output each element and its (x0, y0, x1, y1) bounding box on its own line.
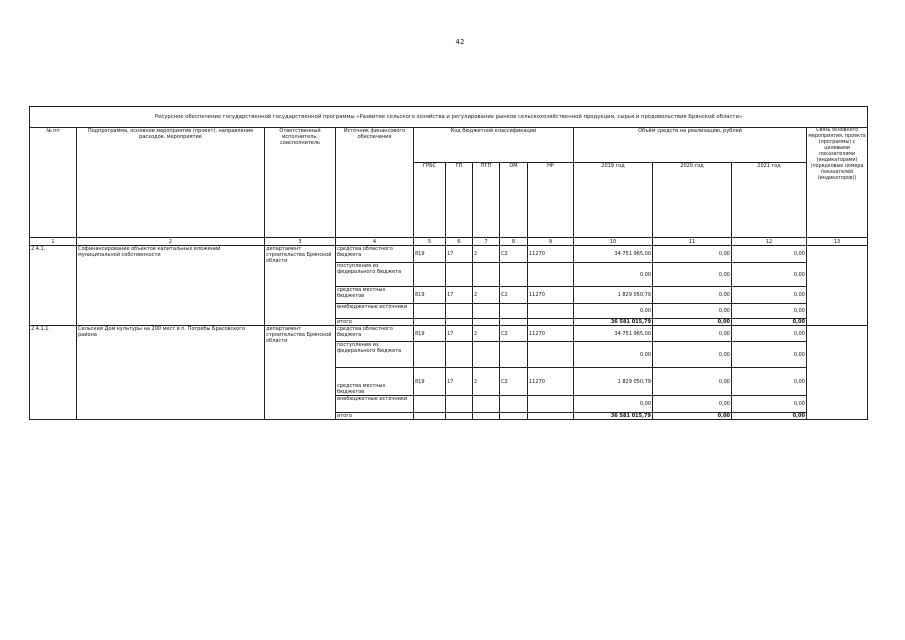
grbs-cell (414, 396, 446, 413)
header-2020: 2020 год (653, 163, 732, 238)
om-cell (500, 413, 528, 420)
pgp-cell (473, 304, 500, 319)
source-cell: внебюджетные источники (336, 304, 414, 319)
header-num: № пп (30, 128, 77, 238)
value-2020-cell: 0,00 (653, 263, 732, 287)
value-2019-cell: 0,00 (574, 304, 653, 319)
section-name: Сельский Дом культуры на 200 мест в п. Погребы Брасовского района (77, 326, 265, 420)
section-num: 2.4.1.1. (30, 326, 77, 420)
value-2021-cell: 0,00 (732, 326, 807, 342)
col-number: 3 (265, 238, 336, 246)
source-cell: средства областного бюджета (336, 326, 414, 342)
grbs-cell: 819 (414, 246, 446, 263)
grbs-cell (414, 263, 446, 287)
header-source: Источник финансового обеспечения (336, 128, 414, 238)
value-2019-cell: 0,00 (574, 396, 653, 413)
resource-table (29, 106, 868, 420)
col-number: 5 (414, 238, 446, 246)
value-2019-cell: 0,00 (574, 342, 653, 368)
col-number: 11 (653, 238, 732, 246)
total-2019-cell: 36 581 015,79 (574, 319, 653, 326)
nr-cell: 11270 (528, 326, 574, 342)
om-cell: С2 (500, 287, 528, 304)
value-2019-cell: 1 829 050,79 (574, 368, 653, 396)
gp-cell: 17 (446, 368, 473, 396)
om-cell: С2 (500, 368, 528, 396)
value-2021-cell: 0,00 (732, 396, 807, 413)
nr-cell: 11270 (528, 287, 574, 304)
gp-cell: 17 (446, 287, 473, 304)
header-link: Связь основного мероприятия, проекта (программы) с целевыми показателями (индикаторами) (порядковые номера показателей (индикаторов)) (807, 128, 868, 238)
source-cell: средства местных бюджетов (336, 287, 414, 304)
grbs-cell (414, 342, 446, 368)
header-volume: Объём средств на реализацию, рублей (574, 128, 807, 163)
header-executor: Ответственный исполнитель, соисполнитель (265, 128, 336, 238)
col-number: 4 (336, 238, 414, 246)
header-2021: 2021 год (732, 163, 807, 238)
source-cell: внебюджетные источники (336, 396, 414, 413)
col-number: 13 (807, 238, 868, 246)
pgp-cell (473, 413, 500, 420)
section-executor: департамент строительства Брянской области (265, 246, 336, 326)
pgp-cell (473, 396, 500, 413)
gp-cell (446, 263, 473, 287)
om-cell: С2 (500, 326, 528, 342)
col-number: 9 (528, 238, 574, 246)
nr-cell (528, 396, 574, 413)
grbs-cell: 819 (414, 368, 446, 396)
source-cell: поступления из федерального бюджета (336, 342, 414, 368)
value-2019-cell: 34 751 965,00 (574, 326, 653, 342)
value-2020-cell: 0,00 (653, 304, 732, 319)
source-total-cell: итого (336, 413, 414, 420)
header-budget-code: Код бюджетной классификации (414, 128, 574, 163)
grbs-cell (414, 319, 446, 326)
section-name: Софинансирование объектов капитальных вложений муниципальной собственности (77, 246, 265, 326)
total-2021-cell: 0,00 (732, 319, 807, 326)
nr-cell: 11270 (528, 368, 574, 396)
om-cell (500, 263, 528, 287)
value-2019-cell: 0,00 (574, 263, 653, 287)
gp-cell: 17 (446, 246, 473, 263)
section-num: 2.4.1. (30, 246, 77, 326)
value-2020-cell: 0,00 (653, 342, 732, 368)
value-2021-cell: 0,00 (732, 263, 807, 287)
total-2021-cell: 0,00 (732, 413, 807, 420)
header-subprogram: Подпрограмма, основное мероприятие (проект), направление расходов, мероприятие (77, 128, 265, 238)
value-2020-cell: 0,00 (653, 287, 732, 304)
value-2021-cell: 0,00 (732, 304, 807, 319)
om-cell: С2 (500, 246, 528, 263)
col-number: 12 (732, 238, 807, 246)
header-pgp: ПГП (473, 163, 500, 238)
pgp-cell: 2 (473, 326, 500, 342)
total-2020-cell: 0,00 (653, 413, 732, 420)
value-2019-cell: 1 829 050,79 (574, 287, 653, 304)
pgp-cell: 2 (473, 287, 500, 304)
grbs-cell (414, 304, 446, 319)
om-cell (500, 342, 528, 368)
gp-cell (446, 319, 473, 326)
col-number: 1 (30, 238, 77, 246)
link-cell (807, 326, 868, 420)
gp-cell: 17 (446, 326, 473, 342)
pgp-cell (473, 319, 500, 326)
om-cell (500, 396, 528, 413)
source-cell: поступления из федерального бюджета (336, 263, 414, 287)
col-number: 7 (473, 238, 500, 246)
value-2020-cell: 0,00 (653, 368, 732, 396)
nr-cell: 11270 (528, 246, 574, 263)
gp-cell (446, 396, 473, 413)
value-2021-cell: 0,00 (732, 342, 807, 368)
nr-cell (528, 263, 574, 287)
grbs-cell (414, 413, 446, 420)
pgp-cell (473, 342, 500, 368)
header-om: ОМ (500, 163, 528, 238)
om-cell (500, 304, 528, 319)
pgp-cell: 2 (473, 368, 500, 396)
source-cell: средства местных бюджетов (336, 368, 414, 396)
value-2020-cell: 0,00 (653, 326, 732, 342)
nr-cell (528, 304, 574, 319)
table-title: Ресурсное обеспечение государственной государственной программы «Развитие сельского хозяйства и регулирование рынков сельскохозяйственной продукции, сырья и продовольствия Брянской области» (30, 107, 868, 128)
grbs-cell: 819 (414, 326, 446, 342)
om-cell (500, 319, 528, 326)
header-gp: ГП (446, 163, 473, 238)
col-number: 10 (574, 238, 653, 246)
col-number: 2 (77, 238, 265, 246)
gp-cell (446, 304, 473, 319)
page-number: 42 (455, 38, 465, 46)
grbs-cell: 819 (414, 287, 446, 304)
source-total-cell: итого (336, 319, 414, 326)
nr-cell (528, 413, 574, 420)
value-2019-cell: 34 751 965,00 (574, 246, 653, 263)
value-2020-cell: 0,00 (653, 396, 732, 413)
total-2019-cell: 36 581 015,79 (574, 413, 653, 420)
pgp-cell: 2 (473, 246, 500, 263)
value-2020-cell: 0,00 (653, 246, 732, 263)
col-number: 6 (446, 238, 473, 246)
col-number: 8 (500, 238, 528, 246)
gp-cell (446, 342, 473, 368)
header-grbs: ГРБС (414, 163, 446, 238)
resource-table-container (29, 106, 867, 420)
value-2021-cell: 0,00 (732, 246, 807, 263)
header-2019: 2019 год (574, 163, 653, 238)
nr-cell (528, 319, 574, 326)
total-2020-cell: 0,00 (653, 319, 732, 326)
value-2021-cell: 0,00 (732, 287, 807, 304)
link-cell (807, 246, 868, 326)
header-nr: НР (528, 163, 574, 238)
gp-cell (446, 413, 473, 420)
pgp-cell (473, 263, 500, 287)
source-cell: средства областного бюджета (336, 246, 414, 263)
section-executor: департамент строительства Брянской области (265, 326, 336, 420)
nr-cell (528, 342, 574, 368)
value-2021-cell: 0,00 (732, 368, 807, 396)
